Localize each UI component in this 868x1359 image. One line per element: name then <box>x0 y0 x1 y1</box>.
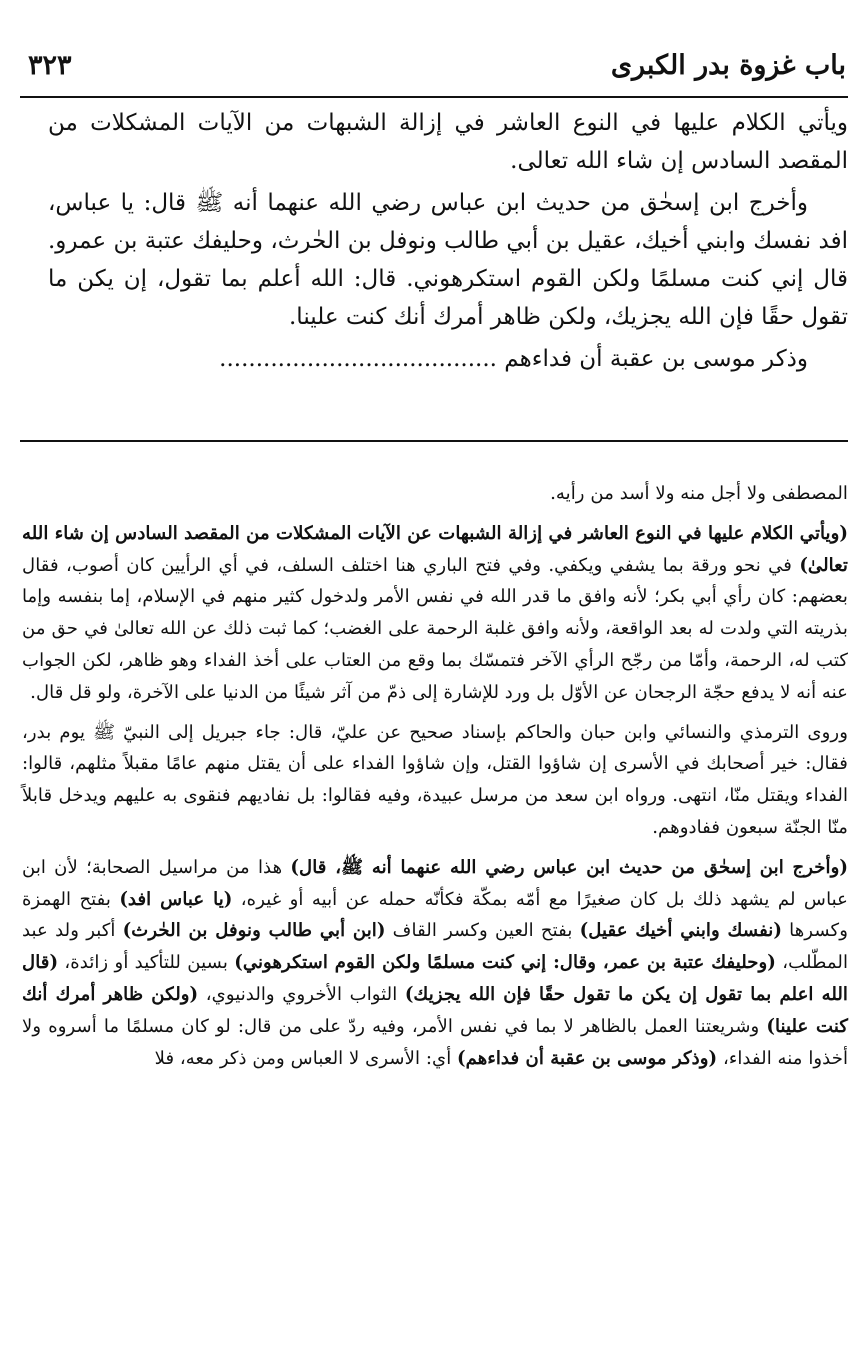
quoted-main-text: (وذكر موسى بن عقبة أن فداءهم) <box>457 1047 718 1069</box>
running-header <box>28 50 846 90</box>
quoted-main-text: (يا عباس افد) <box>119 888 233 910</box>
separator-rule <box>20 440 848 442</box>
commentary-paragraph: المصطفى ولا أجل منه ولا أسد من رأيه. <box>550 483 848 504</box>
commentary-paragraph <box>22 852 848 1075</box>
header-rule <box>20 96 848 98</box>
commentary-span: الثواب الأخروي والدنيوي، <box>198 983 405 1005</box>
commentary-span: بفتح العين وكسر القاف <box>385 920 580 942</box>
commentary-paragraph <box>22 518 848 709</box>
quoted-main-text: (ابن أبي طالب ونوفل بن الحٰرث) <box>122 920 386 942</box>
quoted-main-text: (قال الله اعلم بما تقول إن يكن ما تقول حقًا فإن الله يجزيك) <box>22 952 848 1005</box>
chapter-title: باب غزوة بدر الكبرى <box>610 50 846 81</box>
main-text-paragraph: وذكر موسى بن عقبة أن فداءهم ...................................... <box>219 346 808 372</box>
quoted-main-text: (وأخرج ابن إسحٰق من حديث ابن عباس رضي الله عنهما أنه ﷺ، قال) <box>290 856 848 878</box>
commentary-span: بفتح الهمزة وكسرها <box>22 888 849 942</box>
commentary-span: هذا من مراسيل الصحابة؛ لأن ابن عباس لم يشهد ذلك بل كان صغيرًا مع أمّه بمكّة فكأنّه حمله عن أبيه أو غيره، <box>22 856 848 910</box>
quoted-main-text: (نفسك وابني أخيك عقيل) <box>579 920 782 942</box>
page-number: ٣٢٣ <box>28 50 72 81</box>
commentary-span: بسين للتأكيد أو زائدة، <box>58 952 235 974</box>
main-text-paragraph: وأخرج ابن إسحٰق من حديث ابن عباس رضي الله عنهما أنه ﷺ قال: يا عباس، افد نفسك وابني أخيك، عقيل بن أبي طالب ونوفل بن الحٰرث، وحليفك عتبة بن عمرو. قال إني كنت مسلمًا ولكن القوم استكرهوني. قال: الله أعلم بما تقول، إن يكن ما تقول حقًا فإن الله يجزيك، ولكن ظاهر أمرك أنك كنت علينا. <box>48 190 848 330</box>
commentary-span: أي: الأسرى لا العباس ومن ذكر معه، فلا <box>154 1047 458 1069</box>
quoted-main-text: (وحليفك عتبة بن عمر، وقال: إني كنت مسلمًا ولكن القوم استكرهوني) <box>234 952 776 974</box>
commentary-span: في نحو ورقة بما يشفي ويكفي. وفي فتح الباري هنا اختلف السلف، في أي الرأيين كان أصوب، فقال بعضهم: كان رأي أبي بكر؛ لأنه وافق ما قدر الله في نفس الأمر ولدخول كثير منهم في الإسلام، إما بنفسه وإما بذريته التي ولدت له بعد الواقعة، ولأنه وافق غلبة الرحمة على الغضب؛ كما ثبت ذلك عن الله تعالىٰ في حق من كتب له، الرحمة، وأمّا من رجّح الرأي الآخر فتمسّك بما وقع من العتاب على أخذ الفداء وهو ظاهر، لكن الجواب عنه أنه لا يدفع حجّة الرجحان عن الأوّل بل ورد للإشارة إلى ذمّ من آثر شيئًا من الدنيا على الآخرة، ولو قل قال. <box>22 554 848 703</box>
commentary-span: وشريعتنا العمل بالظاهر لا بما في نفس الأمر، وفيه ردّ على من قال: لو كان مسلمًا ما أسروه ولا أخذوا منه الفداء، <box>22 1015 848 1069</box>
main-text-paragraph: ويأتي الكلام عليها في النوع العاشر في إزالة الشبهات من الآيات المشكلات من المقصد السادس إن شاء الله تعالى. <box>48 110 848 174</box>
quoted-main-text: (ولكن ظاهر أمرك أنك كنت علينا) <box>22 983 848 1037</box>
main-text <box>48 104 848 378</box>
commentary-text <box>22 478 848 1074</box>
commentary-span: أكبر ولد عبد المطّلب، <box>22 920 848 974</box>
commentary-paragraph: وروى الترمذي والنسائي وابن حبان والحاكم بإسناد صحيح عن عليّ، قال: جاء جبريل إلى النبيّ ﷺ يوم بدر، فقال: خير أصحابك في الأسرى إن شاؤوا القتل، وإن شاؤوا الفداء على أن يقتل منهم عامًا مقبلاً مثلهم، قالوا: الفداء ويقتل منّا، انتهى. ورواه ابن سعد من مرسل عبيدة، وفيه فقالوا: بل نفاديهم فنقوى به عليهم ويدخل قابلاً منّا الجنّة سبعون ففادوهم. <box>22 721 848 838</box>
quoted-main-text: (ويأتي الكلام عليها في النوع العاشر في إزالة الشبهات عن الآيات المشكلات من المقصد السادس إن شاء الله تعالىٰ) <box>22 522 848 576</box>
